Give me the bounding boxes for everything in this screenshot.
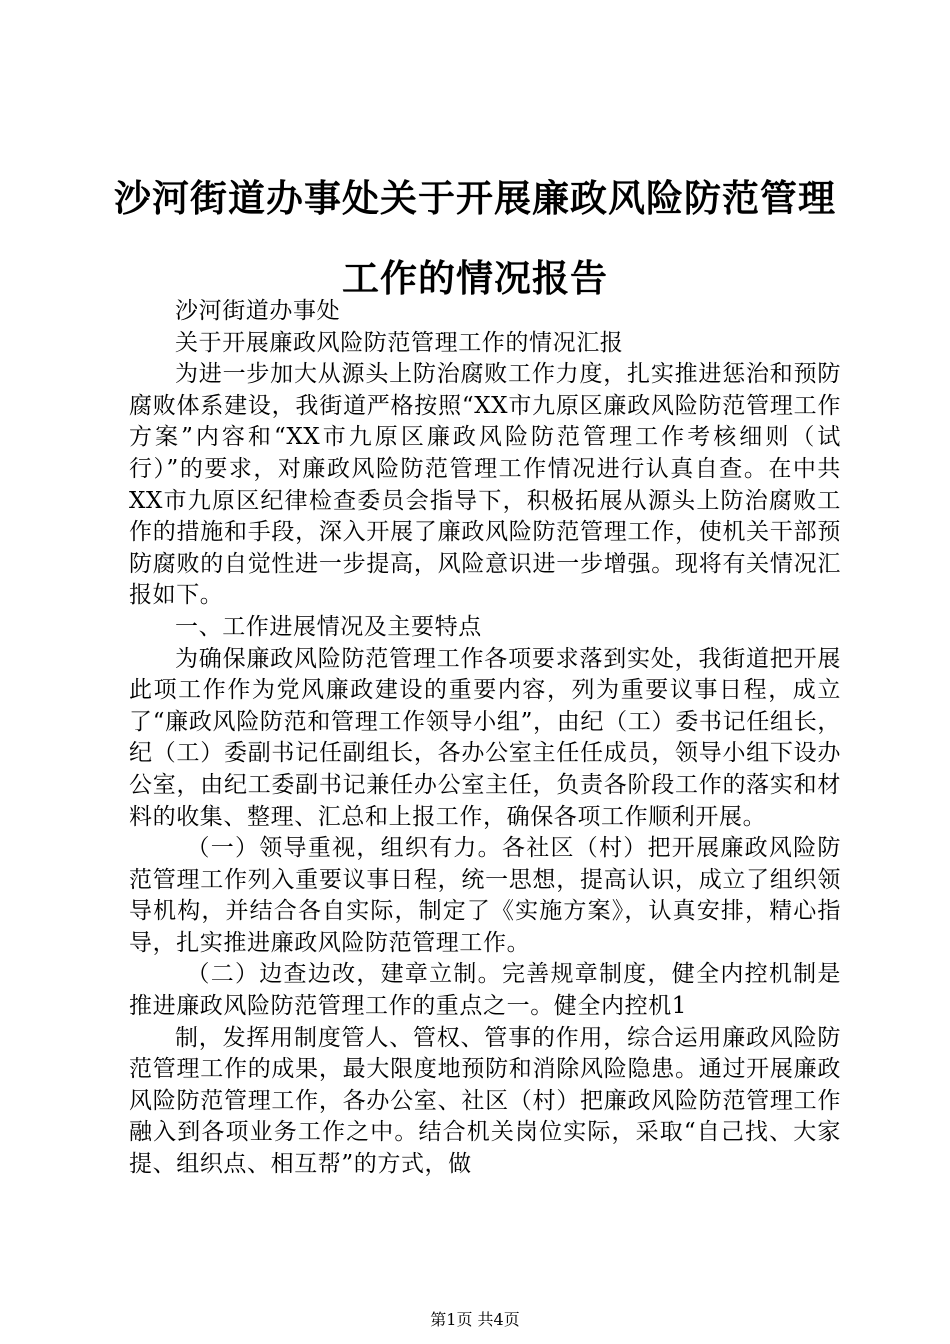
paragraph-issuer: 沙河街道办事处 [175, 298, 341, 324]
paragraph-continuation: 制，发挥用制度管人、管权、管事的作用，综合运用廉政风险防范管理工作的成果，最大限度地预防和消除风险隐患。通过开展廉政风险防范管理工作，各办公室、社区（村）把廉政风险防范管理工作融入到各项业务工作之中。结合机关岗位实际，采取“自己找、大家提、组织点、相互帮”的方式，做 [129, 1024, 841, 1178]
document-title: 沙河街道办事处关于开展廉政风险防范管理工作的情况报告 [114, 176, 836, 300]
paragraph-subtitle: 关于开展廉政风险防范管理工作的情况汇报 [175, 329, 624, 356]
paragraph-item-2: （二）边查边改，建章立制。完善规章制度，健全内控机制是推进廉政风险防范管理工作的重点之一。健全内控机1 [129, 961, 841, 1020]
page-footer: 第1页 共4页 [430, 1310, 520, 1329]
paragraph-intro: 为进一步加大从源头上防治腐败工作力度，扎实推进惩治和预防腐败体系建设，我街道严格按照“XX市九原区廉政风险防范管理工作方案”内容和“XX市九原区廉政风险防范管理工作考核细则（试行）”的要求，对廉政风险防范管理工作情况进行认真自查。在中共XX市九原区纪律检查委员会指导下，积极拓展从源头上防治腐败工作的措施和手段，深入开展了廉政风险防范管理工作，使机关干部预防腐败的自觉性进一步提高，风险意识进一步增强。现将有关情况汇报如下。 [129, 361, 841, 609]
section-heading: 一、工作进展情况及主要特点 [175, 613, 482, 640]
paragraph-item-1: （一）领导重视，组织有力。各社区（村）把开展廉政风险防范管理工作列入重要议事日程，统一思想，提高认识，成立了组织领导机构，并结合各自实际，制定了《实施方案》，认真安排，精心指导，扎实推进廉政风险防范管理工作。 [129, 835, 841, 956]
document-body [129, 296, 841, 1181]
paragraph-section-1: 为确保廉政风险防范管理工作各项要求落到实处，我街道把开展此项工作作为党风廉政建设的重要内容，列为重要议事日程，成立了“廉政风险防范和管理工作领导小组”，由纪（工）委书记任组长，纪（工）委副书记任副组长，各办公室主任任成员，领导小组下设办公室，由纪工委副书记兼任办公室主任，负责各阶段工作的落实和材料的收集、整理、汇总和上报工作，确保各项工作顺利开展。 [129, 645, 841, 830]
